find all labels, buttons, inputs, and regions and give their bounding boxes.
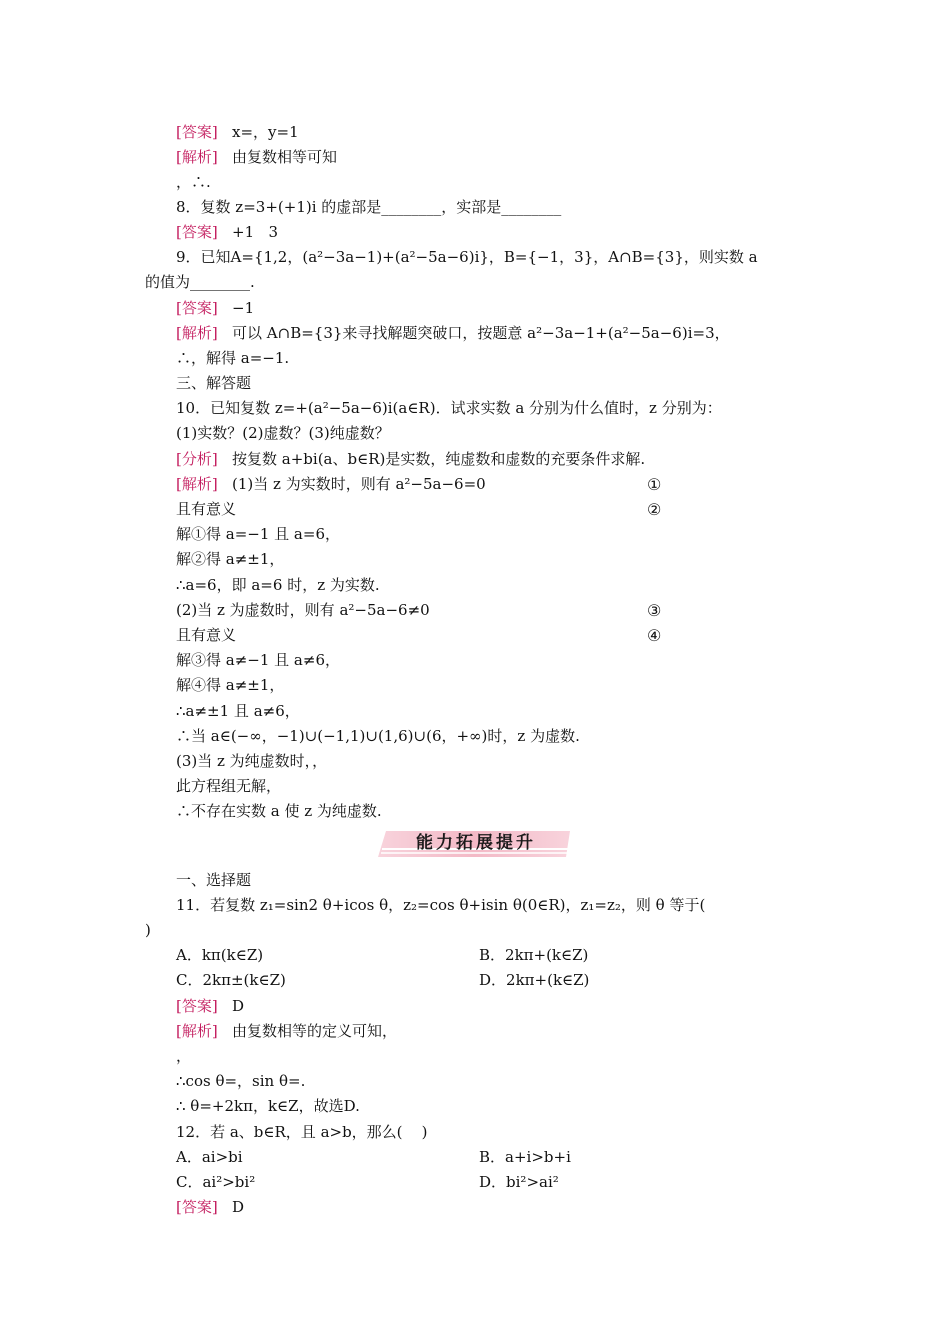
option-c: C．2kπ±(k∈Z) bbox=[176, 971, 286, 989]
question-10-parts: (1)实数？(2)虚数？(3)纯虚数？ bbox=[176, 424, 390, 442]
banner-title: 能力拓展提升 bbox=[416, 833, 536, 853]
solution-line: 此方程组无解， bbox=[176, 777, 282, 795]
option-c: C．ai²>bi² bbox=[176, 1173, 256, 1191]
equation-marker: ② bbox=[647, 500, 662, 519]
answer-line bbox=[176, 1195, 244, 1220]
solution-line: (3)当 z 为纯虚数时，， bbox=[176, 752, 328, 770]
solution-line: ∴a=6，即 a=6 时，z 为实数. bbox=[176, 576, 380, 594]
solution-line bbox=[176, 472, 676, 497]
option-d: D．2kπ+(k∈Z) bbox=[479, 971, 590, 989]
analysis-text: 可以 A∩B={3}来寻找解题突破口，按题意 a²−3a−1+(a²−5a−6)i=3， bbox=[217, 324, 730, 342]
question-10: 10．已知复数 z=+(a²−5a−6)i(a∈R)．试求实数 a 分别为什么值时，z 分别为： bbox=[176, 399, 722, 417]
answer-line bbox=[176, 220, 278, 245]
solution-text: 且有意义 bbox=[176, 500, 237, 518]
analysis-text: 由复数相等的定义可知， bbox=[217, 1022, 398, 1040]
analysis-line bbox=[176, 145, 337, 170]
equation-marker: ③ bbox=[647, 601, 662, 620]
question-8: 8．复数 z=3+(+1)i 的虚部是________，实部是________ bbox=[176, 198, 562, 216]
option-a: A．ai>bi bbox=[176, 1148, 243, 1166]
analysis-note-text: 按复数 a+bi(a、b∈R)是实数，纯虚数和虚数的充要条件求解. bbox=[217, 450, 646, 468]
solution-line bbox=[176, 623, 676, 648]
answer-line bbox=[176, 120, 299, 145]
answer-line bbox=[176, 994, 244, 1019]
answer-tag: [答案] bbox=[176, 223, 218, 241]
answer-tag: [答案] bbox=[176, 997, 218, 1015]
question-11: 11．若复数 z₁=sin2 θ+icos θ，z₂=cos θ+isin θ(0∈R)，z₁=z₂，则 θ 等于( bbox=[176, 896, 706, 914]
section-heading: 三、解答题 bbox=[176, 374, 252, 392]
equation-marker: ④ bbox=[647, 626, 662, 645]
text-line: ∴，解得 a=−1. bbox=[176, 349, 290, 367]
solution-line bbox=[176, 598, 676, 623]
question-9-continued: 的值为________. bbox=[145, 273, 255, 291]
question-9: 9．已知A={1,2，(a²−3a−1)+(a²−5a−6)i}，B={−1，3}，A∩B={3}，则实数 a bbox=[176, 248, 758, 266]
analysis-tag: [解析] bbox=[176, 324, 218, 342]
answer-tag: [答案] bbox=[176, 1198, 218, 1216]
equation-marker: ① bbox=[647, 475, 662, 494]
solution-line: 解④得 a≠±1， bbox=[176, 676, 285, 694]
answer-line bbox=[176, 296, 254, 321]
solution-line: ∴当 a∈(−∞，−1)∪(−1,1)∪(1,6)∪(6，+∞)时，z 为虚数. bbox=[176, 727, 580, 745]
options-row bbox=[176, 1145, 776, 1170]
solution-line: 解②得 a≠±1， bbox=[176, 550, 285, 568]
text-line: ，∴. bbox=[176, 173, 211, 191]
analysis-note-line bbox=[176, 447, 645, 472]
solution-line: ∴cos θ=，sin θ=. bbox=[176, 1072, 306, 1090]
solution-line: 解③得 a≠−1 且 a≠6， bbox=[176, 651, 340, 669]
solution-line: 解①得 a=−1 且 a=6， bbox=[176, 525, 340, 543]
answer-text: x=，y=1 bbox=[217, 123, 299, 141]
solution-line: ∴ θ=+2kπ，k∈Z，故选D. bbox=[176, 1097, 360, 1115]
section-heading: 一、选择题 bbox=[176, 871, 252, 889]
solution-line: ∴a≠±1 且 a≠6， bbox=[176, 702, 300, 720]
analysis-text: 由复数相等可知 bbox=[217, 148, 338, 166]
analysis-tag: [解析] bbox=[176, 475, 218, 493]
solution-text: (1)当 z 为实数时，则有 a²−5a−6=0 bbox=[217, 475, 486, 493]
option-d: D．bi²>ai² bbox=[479, 1173, 559, 1191]
analysis-tag: [解析] bbox=[176, 148, 218, 166]
analysis-line bbox=[176, 321, 730, 346]
answer-text: D bbox=[217, 997, 245, 1015]
solution-line bbox=[176, 497, 676, 522]
answer-tag: [答案] bbox=[176, 123, 218, 141]
options-row bbox=[176, 1170, 776, 1195]
question-12: 12．若 a、b∈R，且 a>b，那么( ) bbox=[176, 1123, 428, 1141]
answer-text: +1 3 bbox=[217, 223, 278, 241]
question-11-continued: ) bbox=[145, 921, 151, 939]
solution-line: ， bbox=[176, 1047, 192, 1065]
analysis-note-tag: [分析] bbox=[176, 450, 218, 468]
option-b: B．a+i>b+i bbox=[479, 1148, 571, 1166]
solution-text: 且有意义 bbox=[176, 626, 237, 644]
section-banner bbox=[378, 829, 574, 859]
answer-text: D bbox=[217, 1198, 245, 1216]
analysis-line bbox=[176, 1019, 397, 1044]
options-row bbox=[176, 968, 776, 993]
options-row bbox=[176, 943, 776, 968]
option-a: A．kπ(k∈Z) bbox=[176, 946, 264, 964]
answer-tag: [答案] bbox=[176, 299, 218, 317]
option-b: B．2kπ+(k∈Z) bbox=[479, 946, 589, 964]
analysis-tag: [解析] bbox=[176, 1022, 218, 1040]
solution-text: (2)当 z 为虚数时，则有 a²−5a−6≠0 bbox=[176, 601, 430, 619]
answer-text: −1 bbox=[217, 299, 255, 317]
solution-line: ∴不存在实数 a 使 z 为纯虚数. bbox=[176, 802, 382, 820]
